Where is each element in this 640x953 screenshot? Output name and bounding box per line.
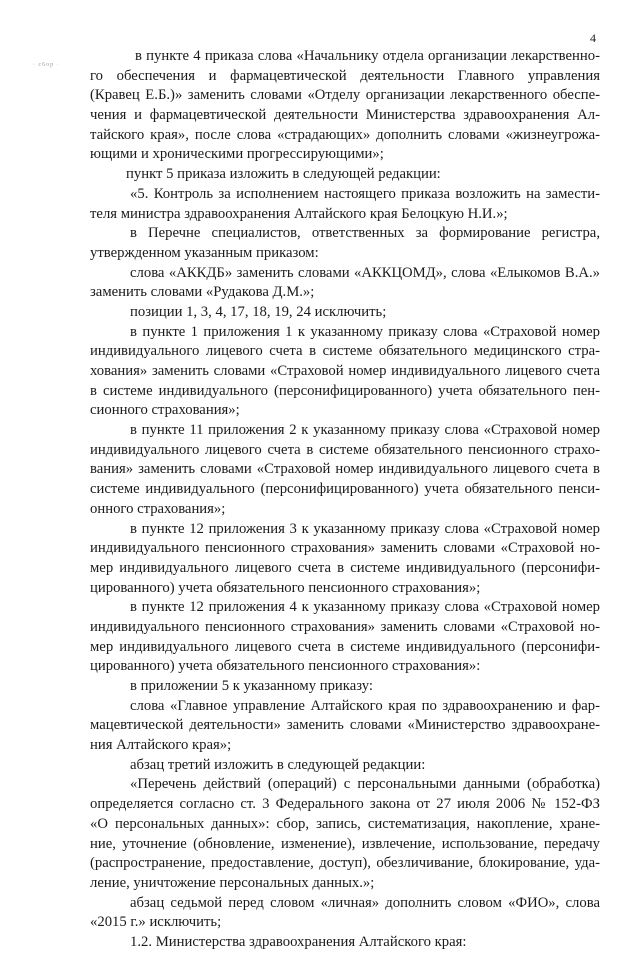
text-line: цированного) учета обязательного пенсионного страхования»; <box>90 579 481 596</box>
text-line: тайского края», после слова «страдающих» дополнить словами «жизнеугрожа- <box>90 126 600 143</box>
text-line: «Перечень действий (операций) с персональными данными (обработка) <box>130 776 600 793</box>
text-line: «О персональных данных»: сбор, запись, систематизация, накопление, хране- <box>90 815 600 832</box>
page-number: 4 <box>590 31 596 45</box>
text-line: в приложении 5 к указанному приказу: <box>130 678 373 694</box>
text-line: абзац третий изложить в следующей редакции: <box>130 756 426 773</box>
text-line: го обеспечения и фармацевтической деятельности Главного управления <box>90 67 600 84</box>
text-line: мер индивидуального лицевого счета в системе индивидуального (персонифи- <box>90 559 600 576</box>
text-line: сионного страхования»; <box>90 402 240 419</box>
text-line: позиции 1, 3, 4, 17, 18, 19, 24 исключить; <box>130 303 387 320</box>
text-line: в пункте 12 приложения 3 к указанному приказу слова «Страховой номер <box>130 520 600 537</box>
text-line: 1.2. Министерства здравоохранения Алтайского края: <box>130 933 467 950</box>
text-line: мер индивидуального лицевого счета в системе индивидуального (персонифи- <box>90 638 600 655</box>
text-line: онного страхования»; <box>90 500 226 517</box>
text-line: (распространение, предоставление, доступ), обезличивание, блокирование, уда- <box>90 855 600 872</box>
text-line: системе индивидуального (персонифицированного) учета обязательного пенси- <box>90 481 600 498</box>
text-line: заменить словами «Рудакова Д.М.»; <box>90 284 315 301</box>
text-line: теля министра здравоохранения Алтайского края Белоцкую Н.И.»; <box>90 205 508 222</box>
text-line: ющими и хроническими прогрессирующими»; <box>90 146 384 163</box>
text-line: слова «Главное управление Алтайского края по здравоохранению и фар- <box>130 697 600 714</box>
text-line: индивидуального пенсионного страхования» заменить словами «Страховой но- <box>90 540 600 557</box>
text-line: в системе индивидуального (персонифицированного) учета обязательного пен- <box>90 382 600 399</box>
text-line: ление, уничтожение персональных данных.»; <box>90 874 375 891</box>
scan-mark: · c6op · <box>33 62 60 68</box>
text-line: в пункте 12 приложения 4 к указанному приказу слова «Страховой номер <box>130 599 600 616</box>
text-line: (Кравец Е.Б.)» заменить словами «Отделу организации лекарственного обеспе- <box>90 87 600 104</box>
text-line: индивидуального лицевого счета в системе обязательного пенсионного страхо- <box>90 441 600 458</box>
text-line: утвержденном указанным приказом: <box>90 244 319 261</box>
text-line: пункт 5 приказа изложить в следующей редакции: <box>126 166 441 183</box>
text-line: вания» заменить словами «Страховой номер индивидуального лицевого счета в <box>90 461 600 478</box>
text-line: в Перечне специалистов, ответственных за формирование регистра, <box>130 225 600 242</box>
text-line: мацевтической деятельности» заменить словами «Министерство здравоохране- <box>90 717 600 734</box>
text-line: хования» заменить словами «Страховой номер индивидуального лицевого счета <box>90 363 600 379</box>
text-line: определяется согласно ст. 3 Федерального закона от 27 июля 2006 № 152-ФЗ <box>90 796 600 813</box>
text-line: ния Алтайского края»; <box>90 737 232 754</box>
text-line: «5. Контроль за исполнением настоящего приказа возложить на замести- <box>130 185 600 202</box>
document-body <box>90 47 600 953</box>
text-line: чения и фармацевтической деятельности Министерства здравоохранения Ал- <box>90 107 600 124</box>
text-line: «2015 г.» исключить; <box>90 914 222 931</box>
text-line: ние, уточнение (обновление, изменение), извлечение, использование, передачу <box>90 835 600 852</box>
text-line: слова «АККДБ» заменить словами «АККЦОМД», слова «Елыкомов В.А.» <box>130 264 600 281</box>
text-line: абзац седьмой перед словом «личная» дополнить словом «ФИО», слова <box>130 894 600 911</box>
text-line: индивидуального лицевого счета в системе обязательного медицинского стра- <box>90 343 600 360</box>
text-line: в пункте 1 приложения 1 к указанному приказу слова «Страховой номер <box>130 323 600 340</box>
text-line: в пункте 4 приказа слова «Начальнику отдела организации лекарственно- <box>135 48 600 64</box>
text-line: индивидуального пенсионного страхования» заменить словами «Страховой но- <box>90 618 600 635</box>
text-line: в пункте 11 приложения 2 к указанному приказу слова «Страховой номер <box>130 422 600 439</box>
text-line: цированного) учета обязательного пенсионного страхования»: <box>90 658 481 675</box>
